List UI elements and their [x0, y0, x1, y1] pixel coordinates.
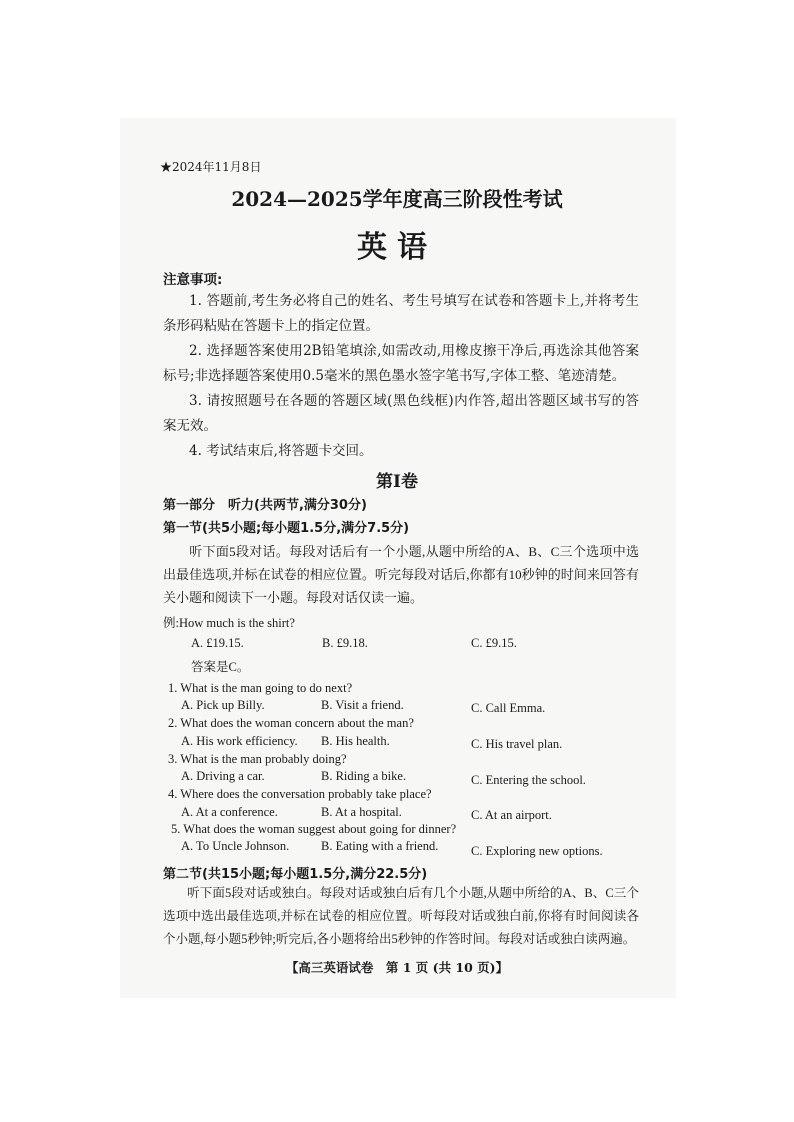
- exam-date: ★2024年11月8日: [160, 160, 262, 174]
- q3-option-c: C. Entering the school.: [471, 773, 586, 787]
- q4-option-b: B. At a hospital.: [321, 805, 402, 819]
- section2-heading: 第二节(共15小题;每小题1.5分,满分22.5分): [163, 867, 428, 882]
- note-item-1: 1. 答题前,考生务必将自己的姓名、考生号填写在试卷和答题卡上,并将考生条形码粘贴在答题卡上的指定位置。: [163, 293, 639, 334]
- question-5: 5. What does the woman suggest about going for dinner?: [171, 822, 457, 836]
- question-2: 2. What does the woman concern about the man?: [168, 716, 414, 730]
- question-3: 3. What is the man probably doing?: [168, 752, 347, 766]
- q5-option-c: C. Exploring new options.: [471, 844, 603, 858]
- page-footer: 【高三英语试卷 第 1 页 (共 10 页)】: [285, 960, 509, 975]
- volume-heading: 第I卷: [376, 472, 418, 492]
- section1-heading: 第一节(共5小题;每小题1.5分,满分7.5分): [163, 521, 410, 536]
- note-item-3: 3. 请按照题号在各题的答题区域(黑色线框)内作答,超出答题区域书写的答案无效。: [163, 393, 639, 434]
- example-option-b: B. £9.18.: [322, 636, 368, 650]
- q3-option-a: A. Driving a car.: [181, 769, 265, 783]
- exam-subject: 英语: [357, 230, 437, 265]
- example-answer: 答案是C。: [191, 660, 250, 674]
- q5-option-a: A. To Uncle Johnson.: [181, 839, 290, 853]
- example-option-c: C. £9.15.: [471, 636, 517, 650]
- exam-title: 2024—2025学年度高三阶段性考试: [231, 187, 563, 211]
- note-item-4: 4. 考试结束后,将答题卡交回。: [189, 443, 373, 459]
- q4-option-c: C. At an airport.: [471, 808, 552, 822]
- q1-option-b: B. Visit a friend.: [321, 698, 404, 712]
- q2-option-c: C. His travel plan.: [471, 737, 563, 751]
- section1-instructions: 听下面5段对话。每段对话后有一个小题,从题中所给的A、B、C三个选项中选出最佳选项,并标在试卷的相应位置。听完每段对话后,你都有10秒钟的时间来回答有关小题和阅读下一小题。每段对话仅读一遍。: [163, 544, 639, 605]
- section2-instructions: 听下面5段对话或独白。每段对话或独白后有几个小题,从题中所给的A、B、C三个选项中选出最佳选项,并标在试卷的相应位置。听每段对话或独白前,你将有时间阅读各个小题,每小题5秒钟;听完后,各小题将给出5秒钟的作答时间。每段对话或独白读两遍。: [163, 886, 639, 946]
- note-item-2: 2. 选择题答案使用2B铅笔填涂,如需改动,用橡皮擦干净后,再选涂其他答案标号;非选择题答案使用0.5毫米的黑色墨水签字笔书写,字体工整、笔迹清楚。: [163, 343, 639, 384]
- q2-option-a: A. His work efficiency.: [181, 734, 298, 748]
- q5-option-b: B. Eating with a friend.: [321, 839, 439, 853]
- example-question: 例:How much is the shirt?: [163, 616, 295, 630]
- notes-heading: 注意事项:: [163, 272, 223, 288]
- q3-option-b: B. Riding a bike.: [321, 769, 407, 783]
- q1-option-a: A. Pick up Billy.: [181, 698, 265, 712]
- q2-option-b: B. His health.: [321, 734, 390, 748]
- question-4: 4. Where does the conversation probably take place?: [168, 787, 432, 801]
- question-1: 1. What is the man going to do next?: [168, 681, 353, 695]
- part-heading: 第一部分 听力(共两节,满分30分): [163, 498, 367, 513]
- example-option-a: A. £19.15.: [191, 636, 244, 650]
- q4-option-a: A. At a conference.: [181, 805, 278, 819]
- q1-option-c: C. Call Emma.: [471, 701, 546, 715]
